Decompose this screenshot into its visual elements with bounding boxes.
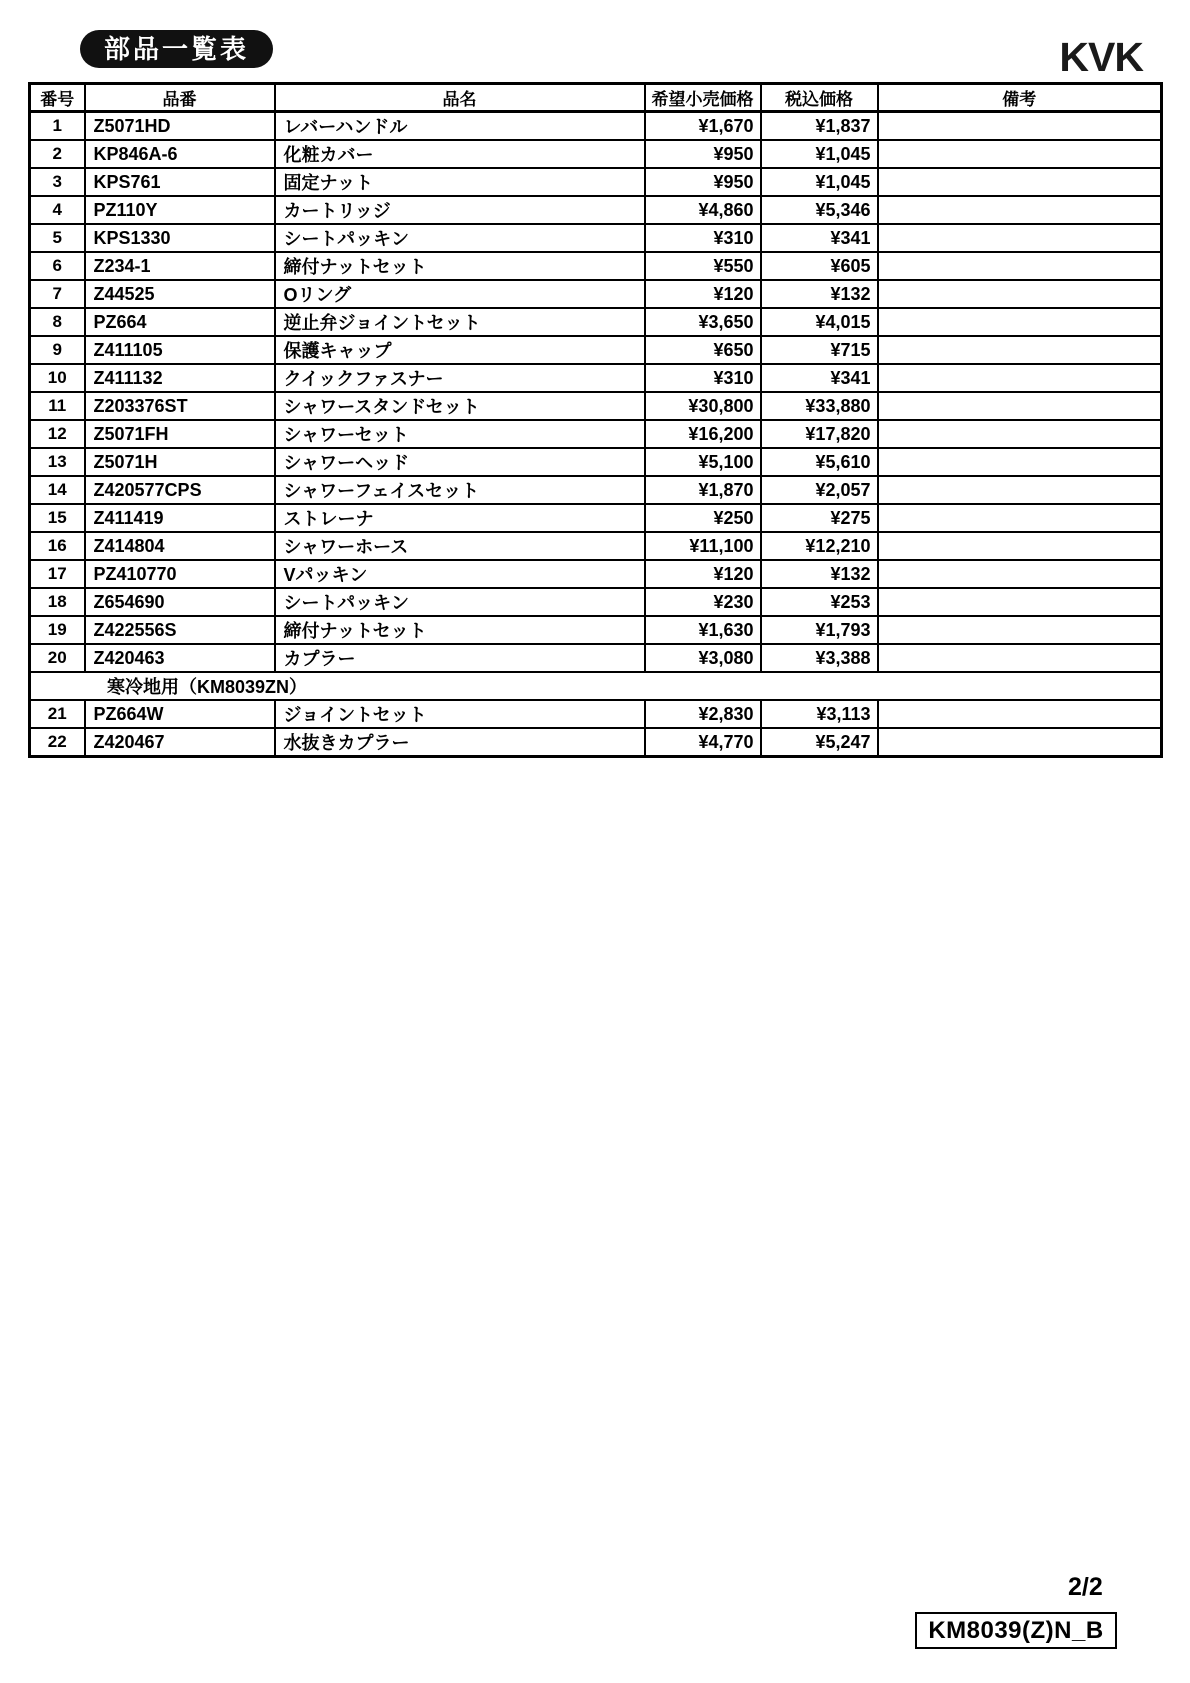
- page-title-badge: 部品一覧表: [80, 30, 273, 68]
- part-code-cell: Z414804: [85, 532, 275, 560]
- parts-table: [28, 82, 1163, 758]
- note-cell: [878, 392, 1162, 420]
- header-number: 番号: [30, 84, 85, 112]
- table-row: [30, 168, 1162, 196]
- part-name-cell: Vパッキン: [275, 560, 645, 588]
- row-number-cell: 14: [30, 476, 85, 504]
- retail-price-cell: ¥4,770: [645, 728, 761, 757]
- retail-price-cell: ¥3,650: [645, 308, 761, 336]
- table-row: [30, 560, 1162, 588]
- retail-price-cell: ¥950: [645, 140, 761, 168]
- part-code-cell: KP846A-6: [85, 140, 275, 168]
- retail-price-cell: ¥5,100: [645, 448, 761, 476]
- part-code-cell: Z5071H: [85, 448, 275, 476]
- table-row: [30, 448, 1162, 476]
- row-number-cell: 15: [30, 504, 85, 532]
- row-number-cell: 9: [30, 336, 85, 364]
- part-code-cell: Z411132: [85, 364, 275, 392]
- retail-price-cell: ¥310: [645, 364, 761, 392]
- retail-price-cell: ¥120: [645, 560, 761, 588]
- part-name-cell: レバーハンドル: [275, 112, 645, 141]
- part-code-cell: Z411419: [85, 504, 275, 532]
- note-cell: [878, 616, 1162, 644]
- tax-price-cell: ¥132: [761, 560, 878, 588]
- part-code-cell: Z44525: [85, 280, 275, 308]
- part-code-cell: Z420577CPS: [85, 476, 275, 504]
- part-name-cell: シートパッキン: [275, 224, 645, 252]
- note-cell: [878, 728, 1162, 757]
- note-cell: [878, 308, 1162, 336]
- row-number-cell: 10: [30, 364, 85, 392]
- part-code-cell: Z5071HD: [85, 112, 275, 141]
- table-row: [30, 420, 1162, 448]
- row-number-cell: 21: [30, 700, 85, 728]
- tax-price-cell: ¥605: [761, 252, 878, 280]
- document-code-label: KM8039(Z)N_B: [928, 1616, 1104, 1644]
- table-row: [30, 308, 1162, 336]
- retail-price-cell: ¥1,630: [645, 616, 761, 644]
- part-name-cell: カプラー: [275, 644, 645, 672]
- table-row: [30, 728, 1162, 757]
- part-code-cell: Z203376ST: [85, 392, 275, 420]
- retail-price-cell: ¥120: [645, 280, 761, 308]
- note-cell: [878, 168, 1162, 196]
- tax-price-cell: ¥1,793: [761, 616, 878, 644]
- note-cell: [878, 140, 1162, 168]
- row-number-cell: 20: [30, 644, 85, 672]
- note-cell: [878, 112, 1162, 141]
- note-cell: [878, 588, 1162, 616]
- tax-price-cell: ¥2,057: [761, 476, 878, 504]
- row-number-cell: 17: [30, 560, 85, 588]
- table-row: [30, 140, 1162, 168]
- part-name-cell: シャワーヘッド: [275, 448, 645, 476]
- retail-price-cell: ¥2,830: [645, 700, 761, 728]
- row-number-cell: 18: [30, 588, 85, 616]
- part-code-cell: Z654690: [85, 588, 275, 616]
- table-row: [30, 532, 1162, 560]
- tax-price-cell: ¥5,247: [761, 728, 878, 757]
- part-name-cell: 締付ナットセット: [275, 252, 645, 280]
- part-name-cell: 逆止弁ジョイントセット: [275, 308, 645, 336]
- table-row: [30, 364, 1162, 392]
- part-code-cell: Z234-1: [85, 252, 275, 280]
- retail-price-cell: ¥550: [645, 252, 761, 280]
- part-name-cell: シャワーセット: [275, 420, 645, 448]
- part-name-cell: 固定ナット: [275, 168, 645, 196]
- table-row: [30, 252, 1162, 280]
- table-row: [30, 588, 1162, 616]
- row-number-cell: 11: [30, 392, 85, 420]
- row-number-cell: 12: [30, 420, 85, 448]
- table-row: [30, 112, 1162, 141]
- tax-price-cell: ¥341: [761, 364, 878, 392]
- note-cell: [878, 224, 1162, 252]
- part-name-cell: 化粧カバー: [275, 140, 645, 168]
- part-name-cell: ストレーナ: [275, 504, 645, 532]
- table-row: [30, 392, 1162, 420]
- retail-price-cell: ¥650: [645, 336, 761, 364]
- part-code-cell: PZ664W: [85, 700, 275, 728]
- section-label: 寒冷地用（KM8039ZN）: [30, 672, 1162, 700]
- part-name-cell: シャワーホース: [275, 532, 645, 560]
- page-number: 2/2: [1068, 1573, 1103, 1601]
- tax-price-cell: ¥3,388: [761, 644, 878, 672]
- tax-price-cell: ¥1,045: [761, 168, 878, 196]
- retail-price-cell: ¥16,200: [645, 420, 761, 448]
- part-name-cell: クイックファスナー: [275, 364, 645, 392]
- part-code-cell: Z422556S: [85, 616, 275, 644]
- row-number-cell: 8: [30, 308, 85, 336]
- row-number-cell: 19: [30, 616, 85, 644]
- part-name-cell: 保護キャップ: [275, 336, 645, 364]
- retail-price-cell: ¥4,860: [645, 196, 761, 224]
- table-header-row: [30, 84, 1162, 112]
- tax-price-cell: ¥5,346: [761, 196, 878, 224]
- part-name-cell: シャワースタンドセット: [275, 392, 645, 420]
- part-code-cell: PZ664: [85, 308, 275, 336]
- table-row: [30, 280, 1162, 308]
- tax-price-cell: ¥17,820: [761, 420, 878, 448]
- retail-price-cell: ¥950: [645, 168, 761, 196]
- note-cell: [878, 560, 1162, 588]
- part-code-cell: Z5071FH: [85, 420, 275, 448]
- part-name-cell: シャワーフェイスセット: [275, 476, 645, 504]
- document-code-box: [915, 1612, 1117, 1649]
- part-code-cell: Z420463: [85, 644, 275, 672]
- part-name-cell: シートパッキン: [275, 588, 645, 616]
- part-name-cell: Oリング: [275, 280, 645, 308]
- part-name-cell: カートリッジ: [275, 196, 645, 224]
- part-code-cell: PZ410770: [85, 560, 275, 588]
- tax-price-cell: ¥253: [761, 588, 878, 616]
- tax-price-cell: ¥12,210: [761, 532, 878, 560]
- part-name-cell: 水抜きカプラー: [275, 728, 645, 757]
- note-cell: [878, 336, 1162, 364]
- row-number-cell: 5: [30, 224, 85, 252]
- retail-price-cell: ¥11,100: [645, 532, 761, 560]
- retail-price-cell: ¥3,080: [645, 644, 761, 672]
- retail-price-cell: ¥250: [645, 504, 761, 532]
- header-tax-price: 税込価格: [761, 84, 878, 112]
- table-row: [30, 616, 1162, 644]
- row-number-cell: 6: [30, 252, 85, 280]
- retail-price-cell: ¥1,870: [645, 476, 761, 504]
- part-code-cell: KPS761: [85, 168, 275, 196]
- note-cell: [878, 196, 1162, 224]
- table-row: [30, 196, 1162, 224]
- retail-price-cell: ¥30,800: [645, 392, 761, 420]
- table-row: [30, 224, 1162, 252]
- header-part-code: 品番: [85, 84, 275, 112]
- tax-price-cell: ¥132: [761, 280, 878, 308]
- table-row: [30, 336, 1162, 364]
- note-cell: [878, 420, 1162, 448]
- part-code-cell: KPS1330: [85, 224, 275, 252]
- tax-price-cell: ¥275: [761, 504, 878, 532]
- tax-price-cell: ¥1,045: [761, 140, 878, 168]
- row-number-cell: 1: [30, 112, 85, 141]
- retail-price-cell: ¥230: [645, 588, 761, 616]
- retail-price-cell: ¥310: [645, 224, 761, 252]
- table-row: [30, 504, 1162, 532]
- part-name-cell: ジョイントセット: [275, 700, 645, 728]
- tax-price-cell: ¥33,880: [761, 392, 878, 420]
- tax-price-cell: ¥341: [761, 224, 878, 252]
- note-cell: [878, 280, 1162, 308]
- note-cell: [878, 700, 1162, 728]
- tax-price-cell: ¥4,015: [761, 308, 878, 336]
- row-number-cell: 13: [30, 448, 85, 476]
- row-number-cell: 4: [30, 196, 85, 224]
- retail-price-cell: ¥1,670: [645, 112, 761, 141]
- row-number-cell: 3: [30, 168, 85, 196]
- note-cell: [878, 448, 1162, 476]
- note-cell: [878, 644, 1162, 672]
- part-code-cell: Z411105: [85, 336, 275, 364]
- note-cell: [878, 504, 1162, 532]
- row-number-cell: 2: [30, 140, 85, 168]
- table-row: [30, 700, 1162, 728]
- part-code-cell: Z420467: [85, 728, 275, 757]
- table-body: [30, 112, 1162, 757]
- kvk-logo: KVK: [1059, 34, 1143, 80]
- tax-price-cell: ¥1,837: [761, 112, 878, 141]
- header-part-name: 品名: [275, 84, 645, 112]
- tax-price-cell: ¥715: [761, 336, 878, 364]
- table-row: [30, 644, 1162, 672]
- note-cell: [878, 364, 1162, 392]
- tax-price-cell: ¥3,113: [761, 700, 878, 728]
- part-name-cell: 締付ナットセット: [275, 616, 645, 644]
- part-code-cell: PZ110Y: [85, 196, 275, 224]
- section-row: [30, 672, 1162, 700]
- note-cell: [878, 252, 1162, 280]
- note-cell: [878, 532, 1162, 560]
- header-note: 備考: [878, 84, 1162, 112]
- note-cell: [878, 476, 1162, 504]
- row-number-cell: 16: [30, 532, 85, 560]
- tax-price-cell: ¥5,610: [761, 448, 878, 476]
- table-row: [30, 476, 1162, 504]
- header-retail-price: 希望小売価格: [645, 84, 761, 112]
- row-number-cell: 7: [30, 280, 85, 308]
- row-number-cell: 22: [30, 728, 85, 757]
